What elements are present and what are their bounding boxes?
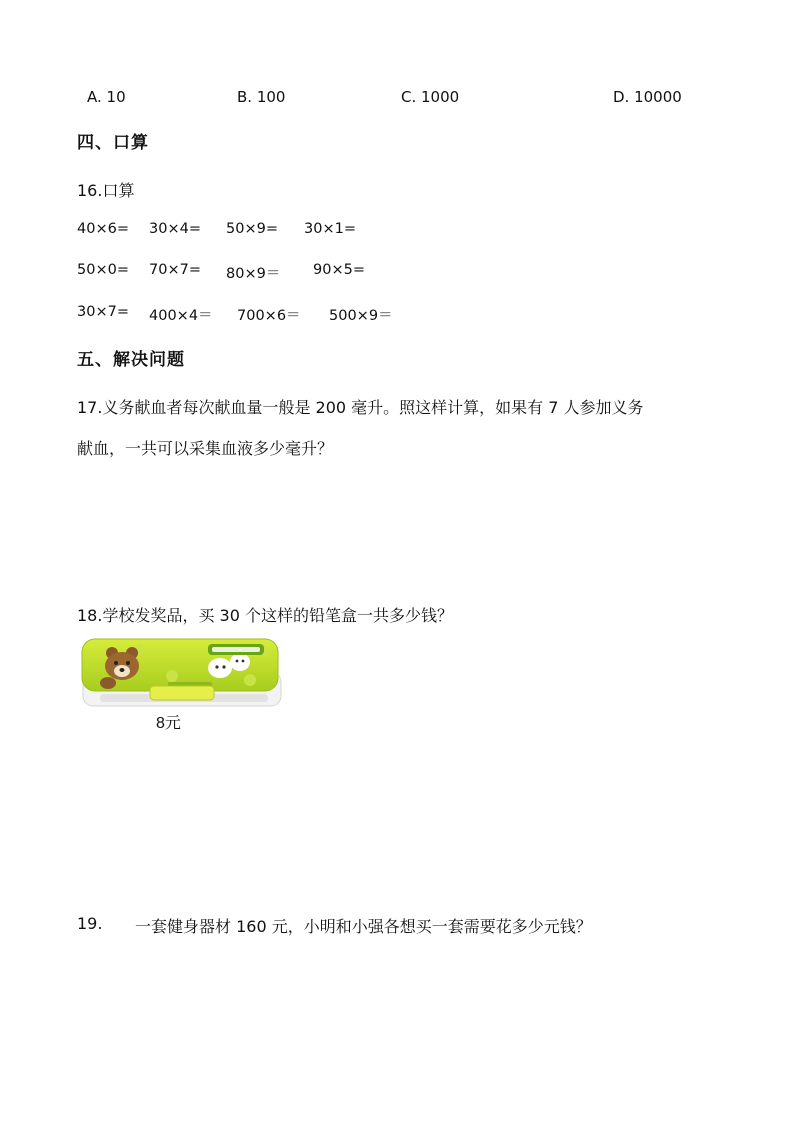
calc-item: 500×9＝ xyxy=(329,308,393,324)
calc-item: 30×1= xyxy=(304,221,356,237)
calc-item: 30×4= xyxy=(149,221,201,237)
calc-item: 700×6＝ xyxy=(237,308,301,324)
calc-item: 50×9= xyxy=(226,221,278,237)
calc-item: 90×5= xyxy=(313,262,365,278)
pencil-box-image xyxy=(80,636,282,708)
question-19-text: 一套健身器材 160 元，小明和小强各想买一套需要花多少元钱？ xyxy=(135,917,592,936)
calc-item: 70×7= xyxy=(149,262,201,278)
section-title-problem-solving: 五、解决问题 xyxy=(77,350,185,370)
choice-c: C. 1000 xyxy=(401,88,460,106)
question-16-label: 16.口算 xyxy=(77,181,135,200)
calc-item: 50×0= xyxy=(77,262,129,278)
question-17-line-2: 献血，一共可以采集血液多少毫升？ xyxy=(77,439,334,458)
question-17-line-1: 17.义务献血者每次献血量一般是 200 毫升。照这样计算，如果有 7 人参加义务 xyxy=(77,398,644,417)
calc-item: 80×9＝ xyxy=(226,266,281,282)
calc-item: 400×4＝ xyxy=(149,308,213,324)
section-title-oral-calc: 四、口算 xyxy=(77,133,149,153)
calc-item: 30×7= xyxy=(77,304,129,320)
calc-item: 40×6= xyxy=(77,221,129,237)
choice-a: A. 10 xyxy=(87,88,126,106)
choice-d: D. 10000 xyxy=(613,88,682,106)
question-19-number: 19. xyxy=(77,914,103,933)
question-18: 18.学校发奖品，买 30 个这样的铅笔盒一共多少钱？ xyxy=(77,606,453,625)
choice-b: B. 100 xyxy=(237,88,286,106)
pencil-box-price: 8元 xyxy=(156,715,181,732)
